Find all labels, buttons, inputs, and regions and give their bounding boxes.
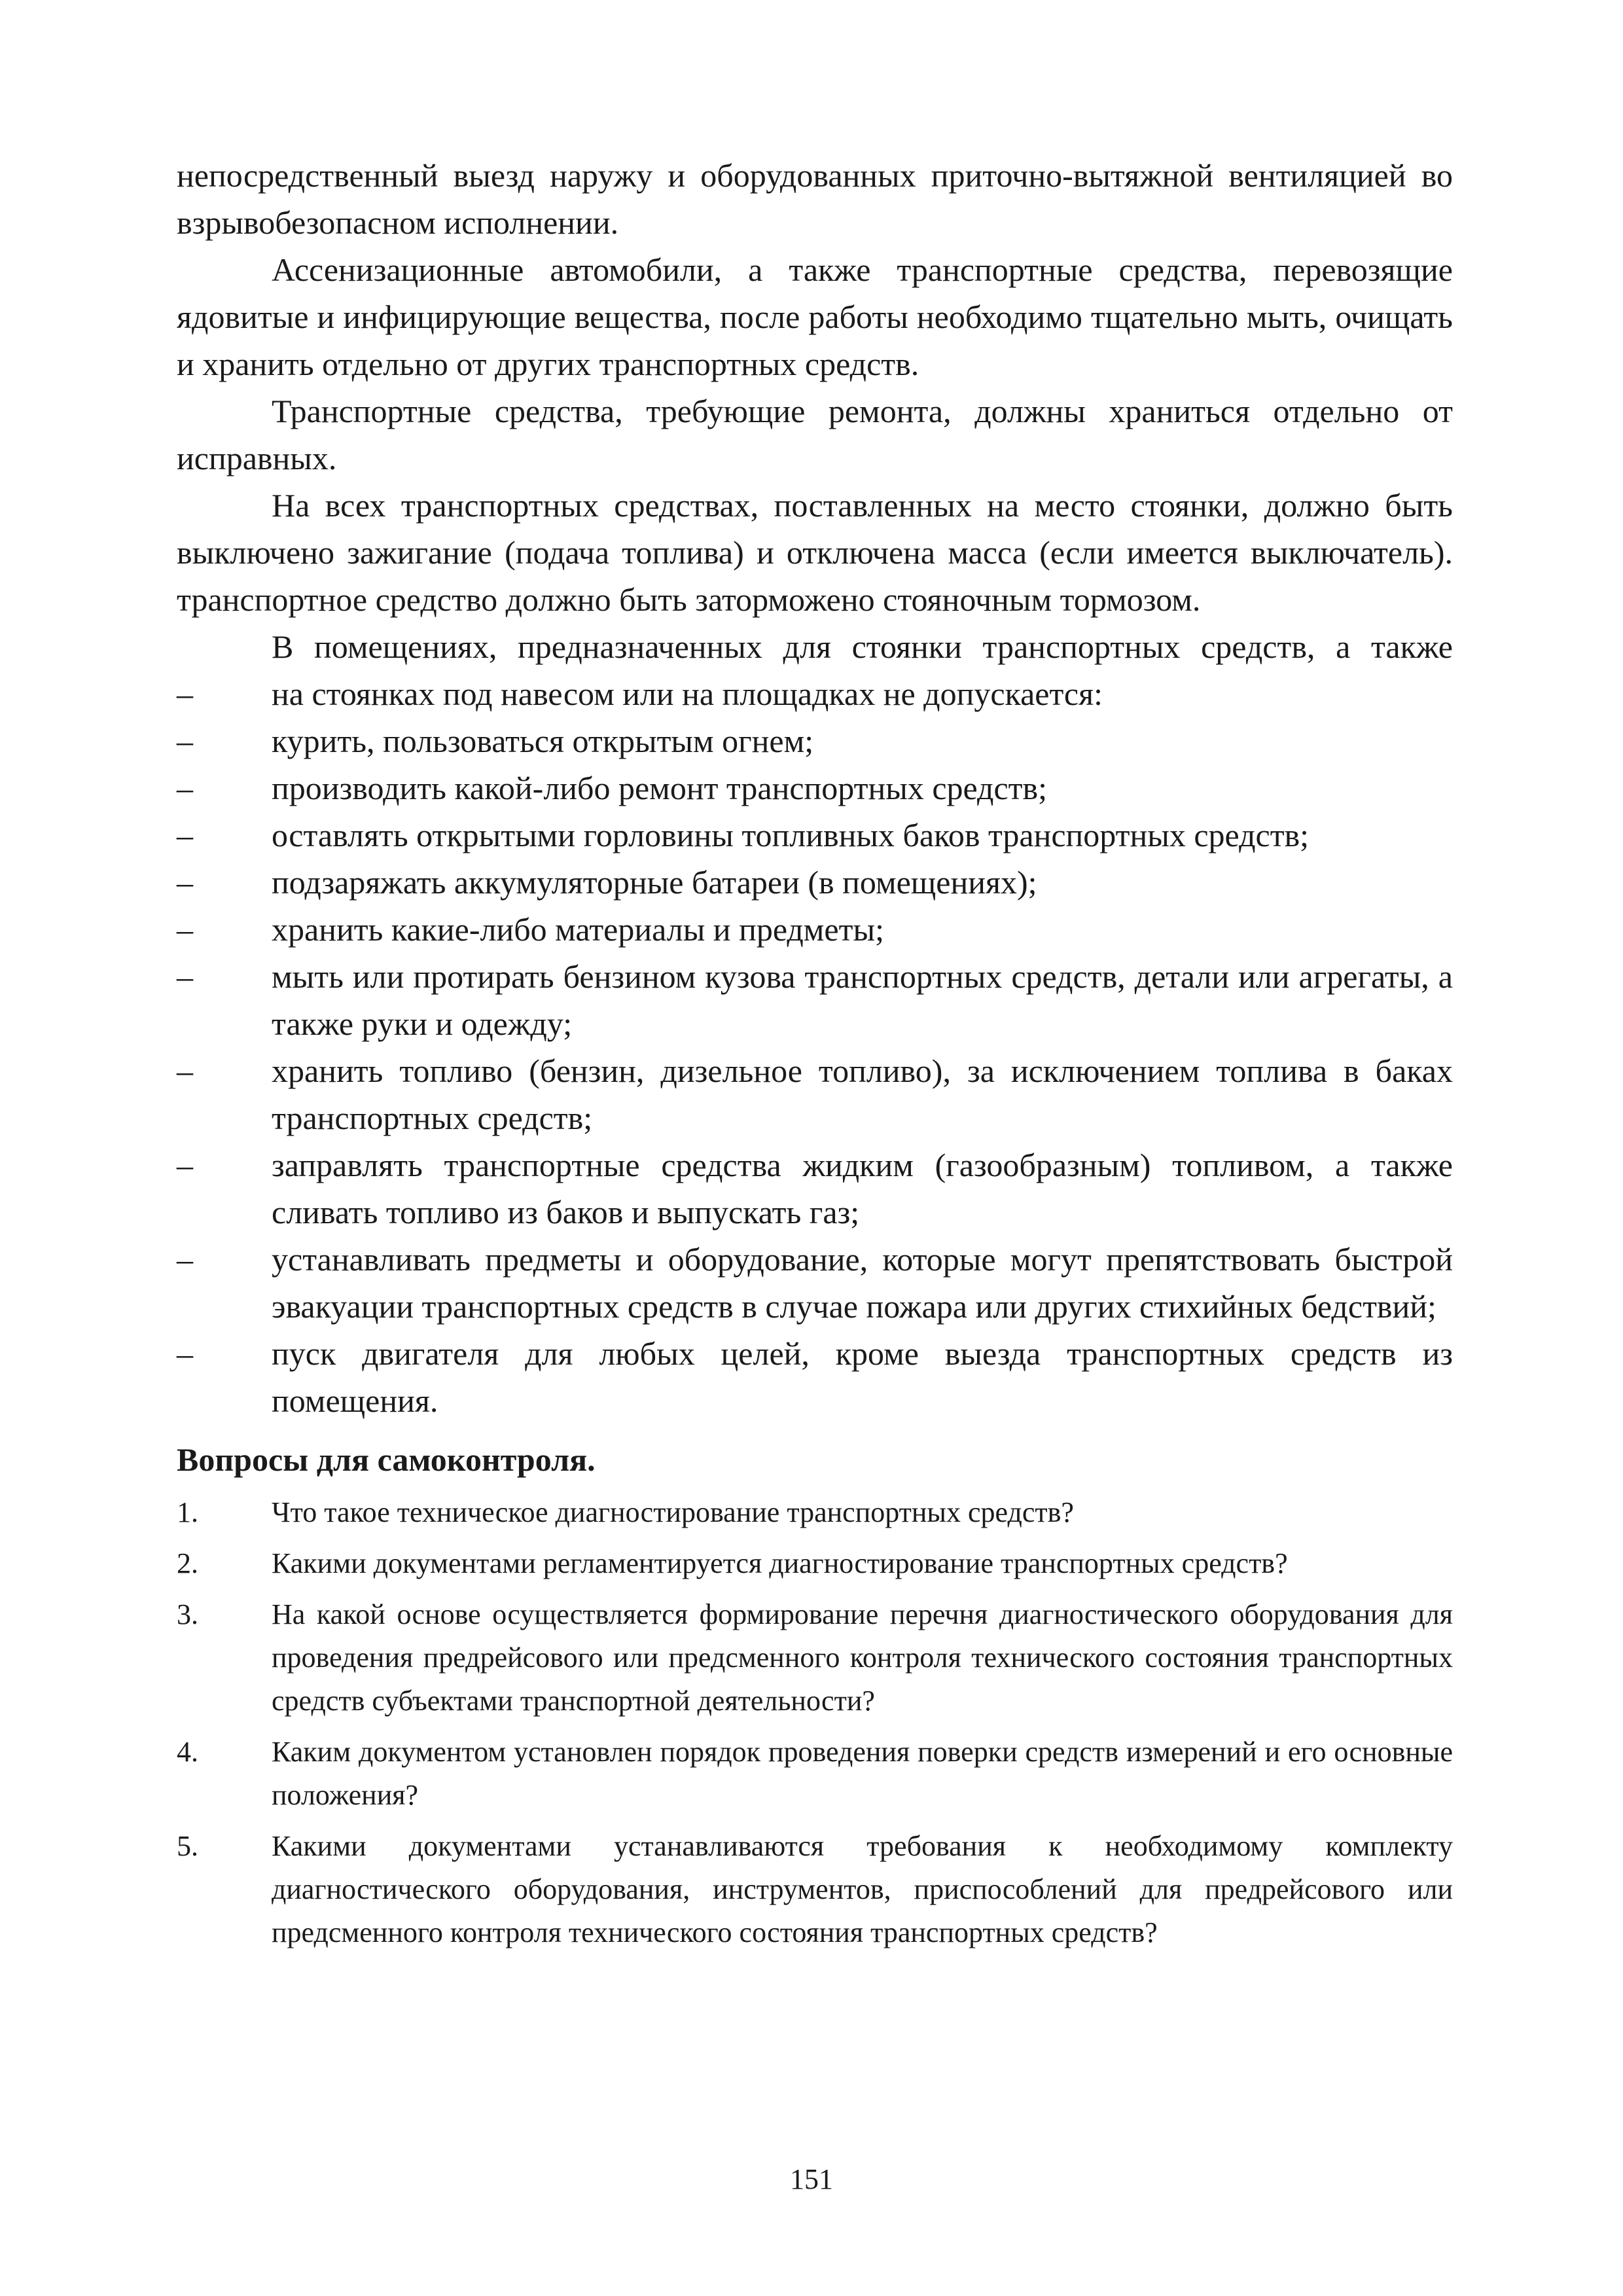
list-item xyxy=(177,1047,1453,1141)
list-item xyxy=(177,670,1453,717)
question-item xyxy=(177,1491,1453,1534)
paragraph-continuation: непосредственный выезд наружу и оборудованных приточно-вытяжной вентиляцией во взрывобезопасном исполнении. xyxy=(177,157,1453,241)
question-text: Какими документами регламентируется диагностирование транспортных средств? xyxy=(272,1547,1288,1579)
list-item-text: заправлять транспортные средства жидким (газообразным) топливом, а также сливать топливо из баков и выпускать газ; xyxy=(272,1147,1453,1230)
list-item xyxy=(177,1330,1453,1424)
paragraph-premises: В помещениях, предназначенных для стоянки транспортных средств, а также xyxy=(272,628,1453,665)
question-item xyxy=(177,1731,1453,1817)
list-item xyxy=(177,859,1453,906)
list-item-text: производить какой-либо ремонт транспортных средств; xyxy=(272,770,1048,806)
list-item-text: курить, пользоваться открытым огнем; xyxy=(272,723,814,759)
dash-marker: – xyxy=(177,675,193,712)
list-item xyxy=(177,906,1453,953)
list-item xyxy=(177,1141,1453,1236)
list-item-text: устанавливать предметы и оборудование, которые могут препятствовать быстрой эвакуации транспортных средств в случае пожара или других стихийных бедствий; xyxy=(272,1241,1453,1325)
list-item-text: мыть или протирать бензином кузова транспортных средств, детали или агрегаты, а также руки и одежду; xyxy=(272,958,1453,1042)
dash-marker: – xyxy=(177,864,193,901)
dash-marker: – xyxy=(177,1241,193,1278)
question-item xyxy=(177,1825,1453,1954)
dash-marker: – xyxy=(177,770,193,806)
section-heading: Вопросы для самоконтроля. xyxy=(177,1441,596,1478)
question-item xyxy=(177,1593,1453,1723)
list-item xyxy=(177,717,1453,764)
question-item xyxy=(177,1542,1453,1585)
question-number: 2. xyxy=(177,1547,198,1579)
list-item xyxy=(177,1236,1453,1330)
questions-list xyxy=(177,1491,1453,1954)
paragraph-repair-vehicles: Транспортные средства, требующие ремонта, должны храниться отдельно от исправных. xyxy=(177,393,1453,476)
dash-marker: – xyxy=(177,723,193,759)
paragraph-sewage-vehicles: Ассенизационные автомобили, а также транспортные средства, перевозящие ядовитые и инфицирующие вещества, после работы необходимо тщательно мыть, очищать и хранить отдельно от других транспортных средств. xyxy=(177,251,1453,382)
question-number: 1. xyxy=(177,1496,198,1528)
list-item xyxy=(177,812,1453,859)
question-number: 3. xyxy=(177,1598,198,1630)
dash-marker: – xyxy=(177,1052,193,1089)
question-text: Какими документами устанавливаются требования к необходимому комплекту диагностического оборудования, инструментов, приспособлений для предрейсового или предсменного контроля технического состояния транспортных средств? xyxy=(272,1830,1453,1948)
list-item-text: хранить топливо (бензин, дизельное топливо), за исключением топлива в баках транспортных средств; xyxy=(272,1052,1453,1136)
list-item xyxy=(177,953,1453,1047)
dash-marker: – xyxy=(177,817,193,853)
list-item xyxy=(177,764,1453,812)
paragraph-parked-vehicles: На всех транспортных средствах, поставленных на место стоянки, должно быть выключено зажигание (подача топлива) и отключена масса (если имеется выключатель). транспортное средство должно быть заторможено стояночным тормозом. xyxy=(177,487,1453,618)
list-item-text: оставлять открытыми горловины топливных баков транспортных средств; xyxy=(272,817,1310,853)
dash-marker: – xyxy=(177,911,193,948)
question-text: На какой основе осуществляется формирование перечня диагностического оборудования для проведения предрейсового или предсменного контроля технического состояния транспортных средств субъектами транспортной деятельности? xyxy=(272,1598,1453,1717)
question-number: 4. xyxy=(177,1736,198,1768)
dash-marker: – xyxy=(177,1335,193,1372)
page-number: 151 xyxy=(790,2163,833,2195)
dash-marker: – xyxy=(177,1147,193,1183)
dash-marker: – xyxy=(177,958,193,995)
question-text: Что такое техническое диагностирование транспортных средств? xyxy=(272,1496,1074,1528)
list-item-text: хранить какие-либо материалы и предметы; xyxy=(272,911,884,948)
question-text: Каким документом установлен порядок проведения поверки средств измерений и его основные положения? xyxy=(272,1736,1453,1811)
list-item-text: подзаряжать аккумуляторные батареи (в помещениях); xyxy=(272,864,1037,901)
list-item-text: пуск двигателя для любых целей, кроме выезда транспортных средств из помещения. xyxy=(272,1335,1453,1419)
page-body xyxy=(177,152,1453,1962)
prohibitions-list xyxy=(177,670,1453,1424)
list-item-text: на стоянках под навесом или на площадках не допускается: xyxy=(272,675,1103,712)
question-number: 5. xyxy=(177,1830,198,1862)
